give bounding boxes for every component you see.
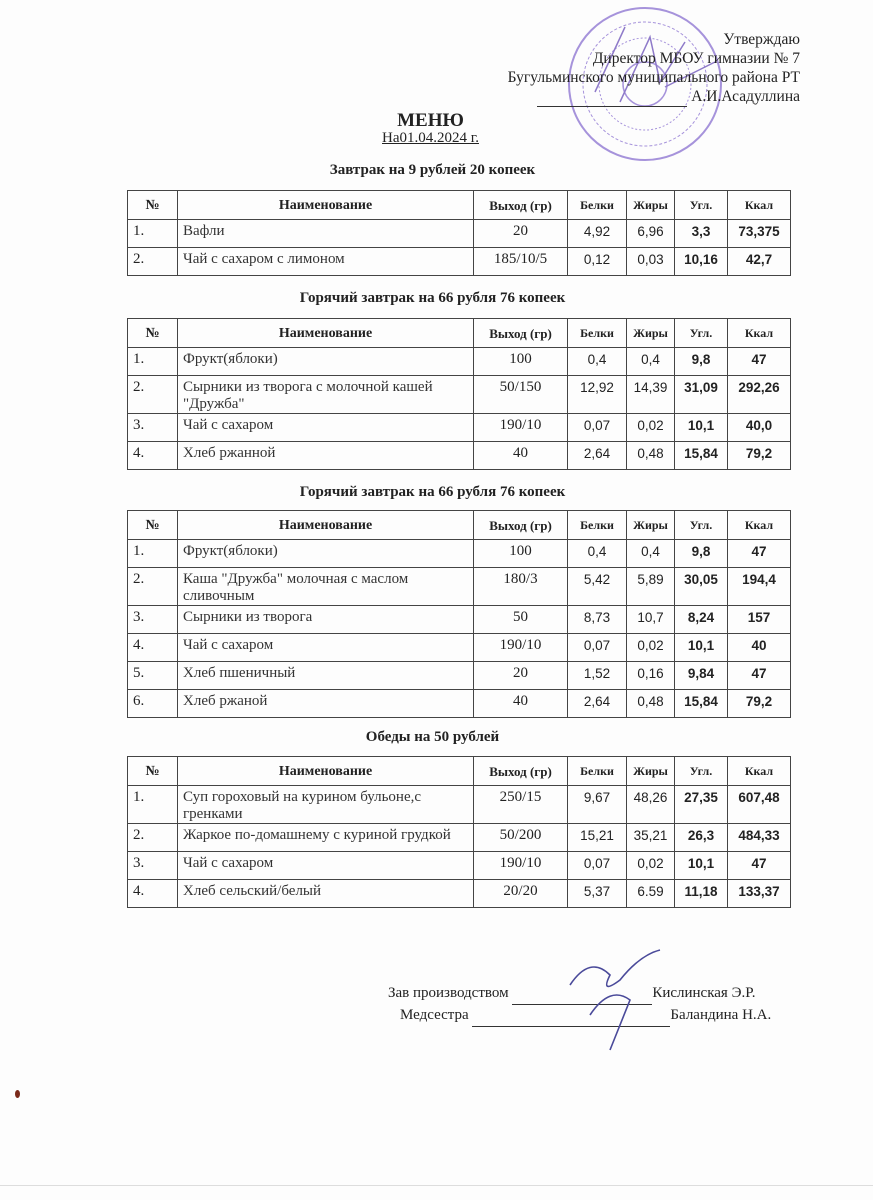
item-kcal: 79,2 bbox=[728, 442, 791, 470]
scan-edge bbox=[0, 1185, 873, 1186]
column-header: Выход (гр) bbox=[474, 757, 568, 786]
column-header: Угл. bbox=[675, 757, 728, 786]
table-row bbox=[128, 442, 791, 470]
table-row bbox=[128, 852, 791, 880]
item-carbs: 10,1 bbox=[675, 852, 728, 880]
item-fat: 6,96 bbox=[627, 220, 675, 248]
item-name: Чай с сахаром bbox=[178, 634, 474, 662]
item-number: 1. bbox=[128, 786, 178, 824]
item-name: Хлеб ржаной bbox=[178, 690, 474, 718]
column-header: Выход (гр) bbox=[474, 511, 568, 540]
item-number: 2. bbox=[128, 376, 178, 414]
item-kcal: 73,375 bbox=[728, 220, 791, 248]
item-kcal: 157 bbox=[728, 606, 791, 634]
menu-table bbox=[127, 756, 791, 908]
section-title: Завтрак на 9 рублей 20 копеек bbox=[329, 162, 536, 178]
column-header: Жиры bbox=[627, 757, 675, 786]
item-name: Жаркое по-домашнему с куриной грудкой bbox=[178, 824, 474, 852]
page-title: МЕНЮ bbox=[397, 110, 464, 131]
item-fat: 5,89 bbox=[627, 568, 675, 606]
item-kcal: 79,2 bbox=[728, 690, 791, 718]
item-carbs: 9,84 bbox=[675, 662, 728, 690]
item-carbs: 26,3 bbox=[675, 824, 728, 852]
item-protein: 15,21 bbox=[568, 824, 627, 852]
item-name: Сырники из творога bbox=[178, 606, 474, 634]
item-number: 3. bbox=[128, 852, 178, 880]
column-header: Жиры bbox=[627, 511, 675, 540]
item-name: Вафли bbox=[178, 220, 474, 248]
item-fat: 14,39 bbox=[627, 376, 675, 414]
item-kcal: 194,4 bbox=[728, 568, 791, 606]
table-header bbox=[128, 511, 791, 540]
item-protein: 0,4 bbox=[568, 348, 627, 376]
item-number: 2. bbox=[128, 824, 178, 852]
column-header: Жиры bbox=[627, 191, 675, 220]
approval-line: Утверждаю bbox=[723, 31, 800, 48]
column-header: Выход (гр) bbox=[474, 319, 568, 348]
item-protein: 1,52 bbox=[568, 662, 627, 690]
item-portion: 100 bbox=[474, 540, 568, 568]
item-kcal: 47 bbox=[728, 540, 791, 568]
item-fat: 0,02 bbox=[627, 414, 675, 442]
table-row bbox=[128, 880, 791, 908]
item-number: 5. bbox=[128, 662, 178, 690]
column-header: Ккал bbox=[728, 757, 791, 786]
signature-role: Зав производством bbox=[388, 985, 509, 1001]
item-number: 1. bbox=[128, 220, 178, 248]
item-portion: 50/200 bbox=[474, 824, 568, 852]
signatures-scribble bbox=[550, 945, 680, 1055]
item-number: 2. bbox=[128, 568, 178, 606]
item-number: 1. bbox=[128, 348, 178, 376]
item-portion: 190/10 bbox=[474, 414, 568, 442]
item-fat: 0,16 bbox=[627, 662, 675, 690]
item-portion: 20 bbox=[474, 220, 568, 248]
table-row bbox=[128, 376, 791, 414]
table-row bbox=[128, 540, 791, 568]
item-fat: 0,48 bbox=[627, 690, 675, 718]
item-portion: 50 bbox=[474, 606, 568, 634]
item-fat: 0,4 bbox=[627, 348, 675, 376]
item-kcal: 47 bbox=[728, 852, 791, 880]
item-name: Чай с сахаром bbox=[178, 852, 474, 880]
item-name: Хлеб сельский/белый bbox=[178, 880, 474, 908]
item-name: Фрукт(яблоки) bbox=[178, 540, 474, 568]
column-header: Жиры bbox=[627, 319, 675, 348]
item-carbs: 10,16 bbox=[675, 248, 728, 276]
item-protein: 5,42 bbox=[568, 568, 627, 606]
item-protein: 0,07 bbox=[568, 852, 627, 880]
column-header: № bbox=[128, 757, 178, 786]
item-protein: 0,4 bbox=[568, 540, 627, 568]
column-header: Белки bbox=[568, 319, 627, 348]
item-number: 1. bbox=[128, 540, 178, 568]
column-header: № bbox=[128, 511, 178, 540]
item-carbs: 30,05 bbox=[675, 568, 728, 606]
column-header: Белки bbox=[568, 757, 627, 786]
item-carbs: 9,8 bbox=[675, 348, 728, 376]
item-portion: 100 bbox=[474, 348, 568, 376]
item-kcal: 47 bbox=[728, 348, 791, 376]
item-fat: 10,7 bbox=[627, 606, 675, 634]
item-fat: 0,02 bbox=[627, 852, 675, 880]
item-portion: 40 bbox=[474, 690, 568, 718]
item-number: 3. bbox=[128, 414, 178, 442]
section-title: Обеды на 50 рублей bbox=[365, 729, 500, 745]
table-row bbox=[128, 348, 791, 376]
signature-name: Баландина Н.А. bbox=[670, 1007, 772, 1023]
column-header: Угл. bbox=[675, 319, 728, 348]
item-protein: 2,64 bbox=[568, 442, 627, 470]
item-number: 6. bbox=[128, 690, 178, 718]
item-name: Хлеб пшеничный bbox=[178, 662, 474, 690]
item-portion: 20/20 bbox=[474, 880, 568, 908]
column-header: Наименование bbox=[178, 757, 474, 786]
table-row bbox=[128, 414, 791, 442]
column-header: Наименование bbox=[178, 191, 474, 220]
item-protein: 2,64 bbox=[568, 690, 627, 718]
item-fat: 35,21 bbox=[627, 824, 675, 852]
item-portion: 40 bbox=[474, 442, 568, 470]
item-portion: 20 bbox=[474, 662, 568, 690]
column-header: Белки bbox=[568, 511, 627, 540]
approval-block bbox=[508, 30, 800, 107]
item-protein: 4,92 bbox=[568, 220, 627, 248]
item-carbs: 10,1 bbox=[675, 414, 728, 442]
table-row bbox=[128, 690, 791, 718]
item-number: 2. bbox=[128, 248, 178, 276]
menu-table bbox=[127, 190, 791, 276]
column-header: № bbox=[128, 319, 178, 348]
item-kcal: 47 bbox=[728, 662, 791, 690]
item-name: Фрукт(яблоки) bbox=[178, 348, 474, 376]
item-kcal: 42,7 bbox=[728, 248, 791, 276]
item-fat: 0,03 bbox=[627, 248, 675, 276]
item-carbs: 31,09 bbox=[675, 376, 728, 414]
table-row bbox=[128, 662, 791, 690]
table-row bbox=[128, 824, 791, 852]
table-header bbox=[128, 191, 791, 220]
column-header: Ккал bbox=[728, 319, 791, 348]
item-kcal: 133,37 bbox=[728, 880, 791, 908]
menu-date: На01.04.2024 г. bbox=[382, 130, 479, 146]
item-number: 4. bbox=[128, 880, 178, 908]
item-protein: 12,92 bbox=[568, 376, 627, 414]
item-fat: 6.59 bbox=[627, 880, 675, 908]
item-number: 3. bbox=[128, 606, 178, 634]
column-header: Выход (гр) bbox=[474, 191, 568, 220]
column-header: Угл. bbox=[675, 191, 728, 220]
item-portion: 50/150 bbox=[474, 376, 568, 414]
item-carbs: 10,1 bbox=[675, 634, 728, 662]
item-kcal: 40 bbox=[728, 634, 791, 662]
item-kcal: 40,0 bbox=[728, 414, 791, 442]
item-portion: 185/10/5 bbox=[474, 248, 568, 276]
item-portion: 250/15 bbox=[474, 786, 568, 824]
table-row bbox=[128, 248, 791, 276]
item-kcal: 292,26 bbox=[728, 376, 791, 414]
item-fat: 0,48 bbox=[627, 442, 675, 470]
item-carbs: 15,84 bbox=[675, 442, 728, 470]
column-header: Наименование bbox=[178, 319, 474, 348]
table-row bbox=[128, 220, 791, 248]
signature-role: Медсестра bbox=[400, 1007, 469, 1023]
item-fat: 0,4 bbox=[627, 540, 675, 568]
item-carbs: 8,24 bbox=[675, 606, 728, 634]
column-header: Наименование bbox=[178, 511, 474, 540]
item-fat: 48,26 bbox=[627, 786, 675, 824]
menu-table bbox=[127, 510, 791, 718]
item-protein: 8,73 bbox=[568, 606, 627, 634]
item-carbs: 27,35 bbox=[675, 786, 728, 824]
item-name: Хлеб ржанной bbox=[178, 442, 474, 470]
signature-name: Кислинская Э.Р. bbox=[652, 985, 756, 1001]
item-portion: 190/10 bbox=[474, 852, 568, 880]
table-row bbox=[128, 786, 791, 824]
item-name: Чай с сахаром с лимоном bbox=[178, 248, 474, 276]
table-header bbox=[128, 319, 791, 348]
item-carbs: 15,84 bbox=[675, 690, 728, 718]
menu-table bbox=[127, 318, 791, 470]
item-kcal: 607,48 bbox=[728, 786, 791, 824]
item-carbs: 9,8 bbox=[675, 540, 728, 568]
table-row bbox=[128, 606, 791, 634]
item-carbs: 3,3 bbox=[675, 220, 728, 248]
item-number: 4. bbox=[128, 442, 178, 470]
section-title: Горячий завтрак на 66 рубля 76 копеек bbox=[299, 290, 566, 306]
item-portion: 180/3 bbox=[474, 568, 568, 606]
ink-spot bbox=[15, 1090, 20, 1098]
director-name: А.И.Асадуллина bbox=[691, 88, 800, 105]
item-carbs: 11,18 bbox=[675, 880, 728, 908]
item-portion: 190/10 bbox=[474, 634, 568, 662]
item-name: Сырники из творога с молочной кашей "Дружба" bbox=[178, 376, 474, 414]
column-header: № bbox=[128, 191, 178, 220]
column-header: Ккал bbox=[728, 511, 791, 540]
item-protein: 0,12 bbox=[568, 248, 627, 276]
item-name: Чай с сахаром bbox=[178, 414, 474, 442]
item-kcal: 484,33 bbox=[728, 824, 791, 852]
section-title: Горячий завтрак на 66 рубля 76 копеек bbox=[299, 484, 566, 500]
signature-line bbox=[537, 87, 687, 107]
column-header: Ккал bbox=[728, 191, 791, 220]
item-protein: 0,07 bbox=[568, 414, 627, 442]
item-name: Каша "Дружба" молочная с маслом сливочным bbox=[178, 568, 474, 606]
item-name: Суп гороховый на курином бульоне,с гренками bbox=[178, 786, 474, 824]
table-row bbox=[128, 634, 791, 662]
item-protein: 0,07 bbox=[568, 634, 627, 662]
table-header bbox=[128, 757, 791, 786]
item-protein: 5,37 bbox=[568, 880, 627, 908]
item-number: 4. bbox=[128, 634, 178, 662]
item-protein: 9,67 bbox=[568, 786, 627, 824]
table-row bbox=[128, 568, 791, 606]
approval-director: Директор МБОУ гимназии № 7 bbox=[592, 50, 800, 67]
approval-district: Бугульминского муниципального района РТ bbox=[507, 69, 800, 86]
column-header: Белки bbox=[568, 191, 627, 220]
column-header: Угл. bbox=[675, 511, 728, 540]
item-fat: 0,02 bbox=[627, 634, 675, 662]
